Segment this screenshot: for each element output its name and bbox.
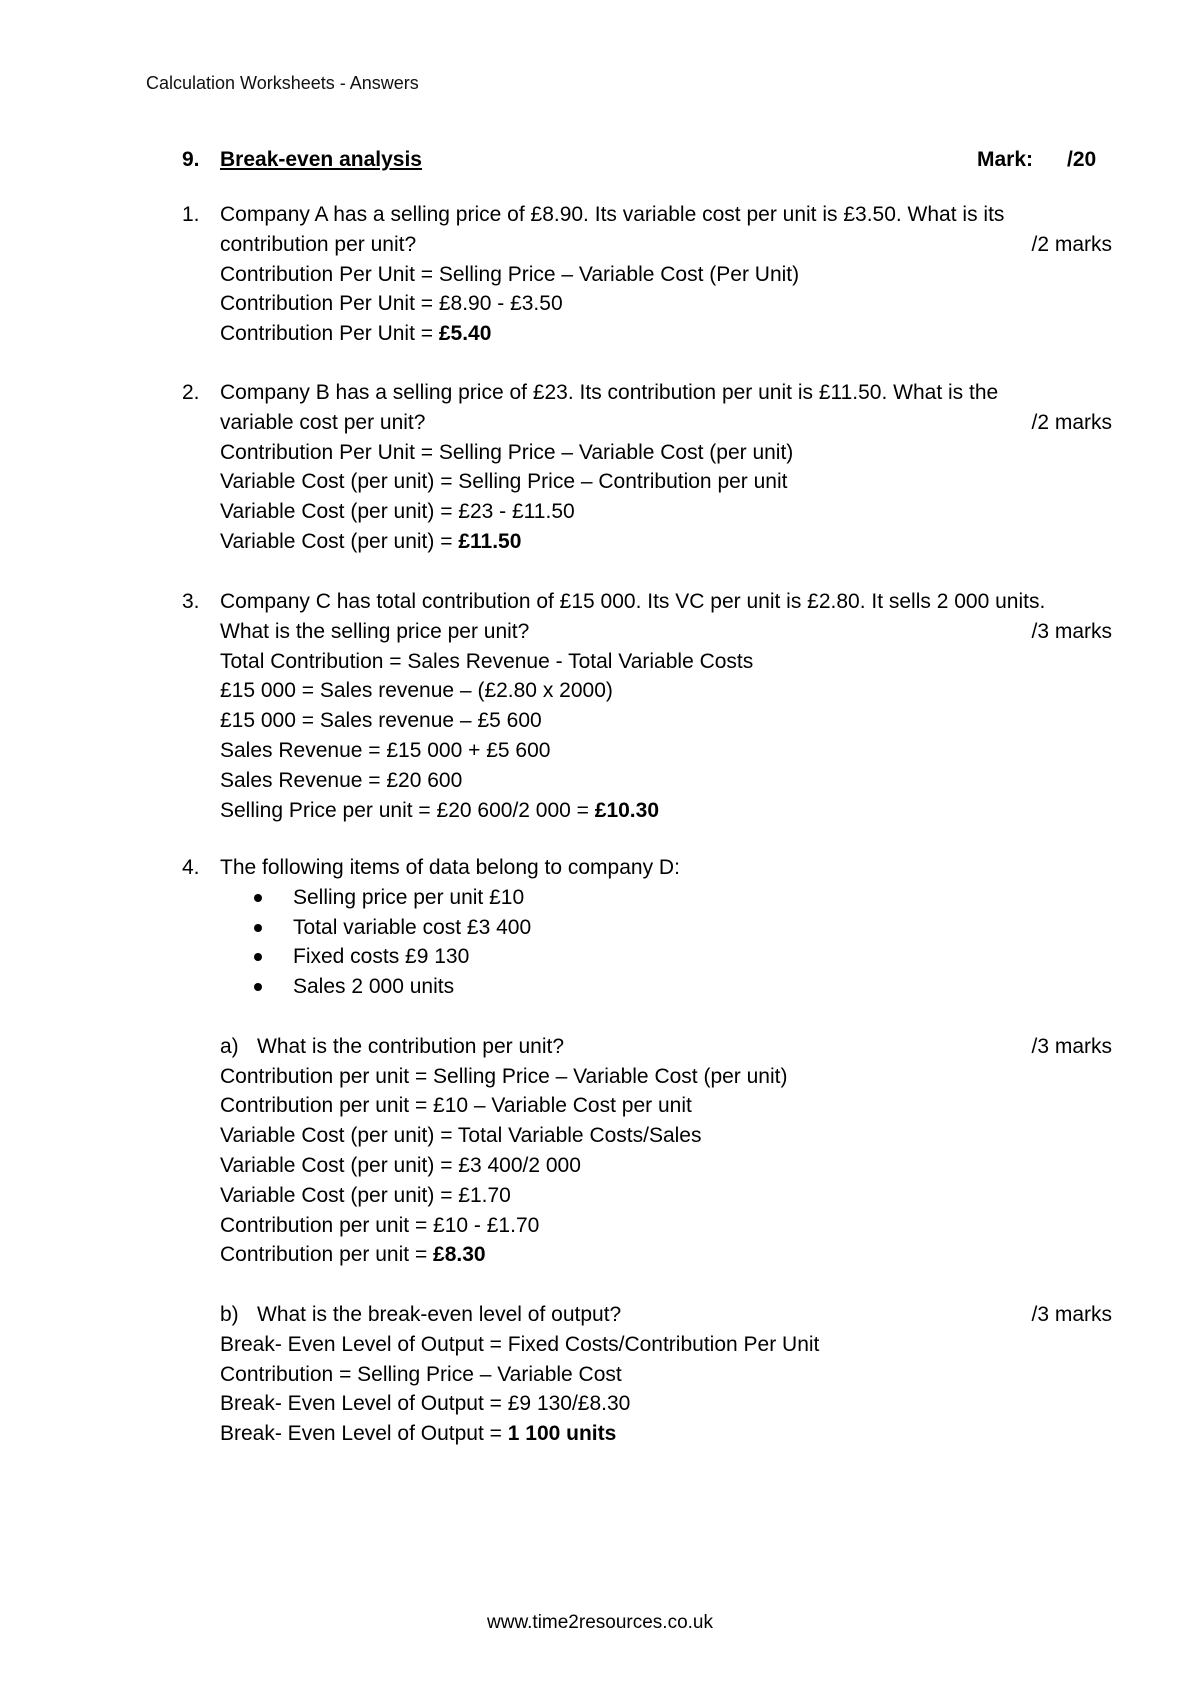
footer-url: www.time2resources.co.uk (487, 1612, 713, 1633)
marks-allocation: /3 marks (1031, 1302, 1112, 1326)
list-item-text: Fixed costs £9 130 (293, 945, 470, 969)
bullet-icon (254, 894, 262, 902)
marks-allocation: /3 marks (1031, 1034, 1112, 1058)
mark-total: /20 (1067, 148, 1097, 171)
answer-value: £11.50 (458, 529, 522, 553)
question-3 (182, 587, 1112, 825)
working-line: Contribution per unit = Selling Price – Variable Cost (per unit) (220, 1064, 788, 1088)
answer-value: £10.30 (594, 798, 659, 822)
answer-label: Contribution Per Unit = (220, 322, 439, 346)
working-line: £15 000 = Sales revenue – (£2.80 x 2000) (220, 679, 613, 703)
subquestion-b (220, 1300, 1112, 1330)
list-item-text: Selling price per unit £10 (293, 885, 525, 909)
question-text-continued (220, 408, 1112, 438)
list-item (220, 913, 1112, 943)
answer-value: 1 100 units (507, 1422, 617, 1446)
list-item (220, 972, 1112, 1002)
working-line: Contribution per unit = £10 – Variable Cost per unit (220, 1094, 692, 1118)
working-line: Contribution Per Unit = Selling Price – Variable Cost (Per Unit) (220, 262, 800, 286)
question-text-end: What is the selling price per unit? (220, 619, 530, 643)
question-text: Company B has a selling price of £23. Its contribution per unit is £11.50. What is the (220, 381, 999, 404)
subquestion-text: What is the contribution per unit? (257, 1034, 565, 1058)
bullet-icon (254, 953, 262, 961)
working-line: Sales Revenue = £20 600 (220, 768, 463, 792)
working-line: Break- Even Level of Output = Fixed Costs/Contribution Per Unit (220, 1332, 820, 1356)
answer-label: Break- Even Level of Output = (220, 1422, 508, 1446)
answer-line (220, 1240, 1112, 1270)
working-line: Contribution per unit = £10 - £1.70 (220, 1213, 540, 1237)
question-1 (182, 200, 1112, 349)
list-item-text: Total variable cost £3 400 (293, 915, 532, 939)
question-number: 2. (182, 381, 200, 404)
working-line: Variable Cost (per unit) = £1.70 (220, 1183, 511, 1207)
question-number: 4. (182, 856, 200, 879)
question-text-continued (220, 617, 1112, 647)
list-item (220, 883, 1112, 913)
bullet-icon (254, 924, 262, 932)
section-heading (182, 148, 1112, 178)
working-line: Variable Cost (per unit) = Total Variable Costs/Sales (220, 1124, 702, 1148)
working-line: Sales Revenue = £15 000 + £5 600 (220, 738, 551, 762)
question-number: 1. (182, 203, 200, 226)
answer-label: Variable Cost (per unit) = (220, 529, 459, 553)
marks-allocation: /2 marks (1031, 410, 1112, 434)
working-line: Variable Cost (per unit) = £3 400/2 000 (220, 1153, 581, 1177)
working-line: Total Contribution = Sales Revenue - Total Variable Costs (220, 649, 754, 673)
answer-line (220, 319, 1112, 349)
list-item-text: Sales 2 000 units (293, 975, 455, 999)
answer-label: Contribution per unit = (220, 1243, 434, 1267)
working-line: Variable Cost (per unit) = Selling Price – Contribution per unit (220, 470, 788, 494)
section-title: Break-even analysis (220, 148, 422, 171)
answer-value: £8.30 (433, 1243, 486, 1267)
question-text: Company A has a selling price of £8.90. Its variable cost per unit is £3.50. What is its (220, 203, 1005, 226)
working-line: Contribution Per Unit = Selling Price – Variable Cost (per unit) (220, 440, 794, 464)
working-line: Contribution = Selling Price – Variable Cost (220, 1362, 622, 1386)
subquestion-text: What is the break-even level of output? (257, 1302, 622, 1326)
data-list (220, 883, 1112, 1002)
question-text: Company C has total contribution of £15 000. Its VC per unit is £2.80. It sells 2 000 units. (220, 590, 1046, 613)
marks-allocation: /3 marks (1031, 619, 1112, 643)
working-line: £15 000 = Sales revenue – £5 600 (220, 709, 542, 733)
question-number: 3. (182, 590, 200, 613)
answer-value: £5.40 (438, 322, 492, 346)
answer-label: Selling Price per unit = £20 600/2 000 = (220, 798, 595, 822)
question-4 (182, 853, 1112, 1449)
working-line: Contribution Per Unit = £8.90 - £3.50 (220, 292, 563, 316)
answer-line (220, 527, 1112, 557)
question-2 (182, 378, 1112, 557)
question-text-continued (220, 230, 1112, 260)
subquestion-a (220, 1032, 1112, 1062)
question-text-end: variable cost per unit? (220, 410, 426, 434)
question-text-end: contribution per unit? (220, 232, 417, 256)
mark-label: Mark: (977, 148, 1034, 171)
working-line: Variable Cost (per unit) = £23 - £11.50 (220, 500, 575, 524)
subquestion-letter: a) (220, 1034, 239, 1058)
list-item (220, 942, 1112, 972)
bullet-icon (254, 983, 262, 991)
question-text: The following items of data belong to company D: (220, 856, 680, 879)
marks-allocation: /2 marks (1031, 232, 1112, 256)
running-header: Calculation Worksheets - Answers (146, 73, 419, 93)
subquestion-letter: b) (220, 1302, 239, 1326)
answer-line (220, 796, 1112, 826)
section-number: 9. (182, 148, 200, 171)
answer-line (220, 1419, 1112, 1449)
working-line: Break- Even Level of Output = £9 130/£8.30 (220, 1392, 631, 1416)
